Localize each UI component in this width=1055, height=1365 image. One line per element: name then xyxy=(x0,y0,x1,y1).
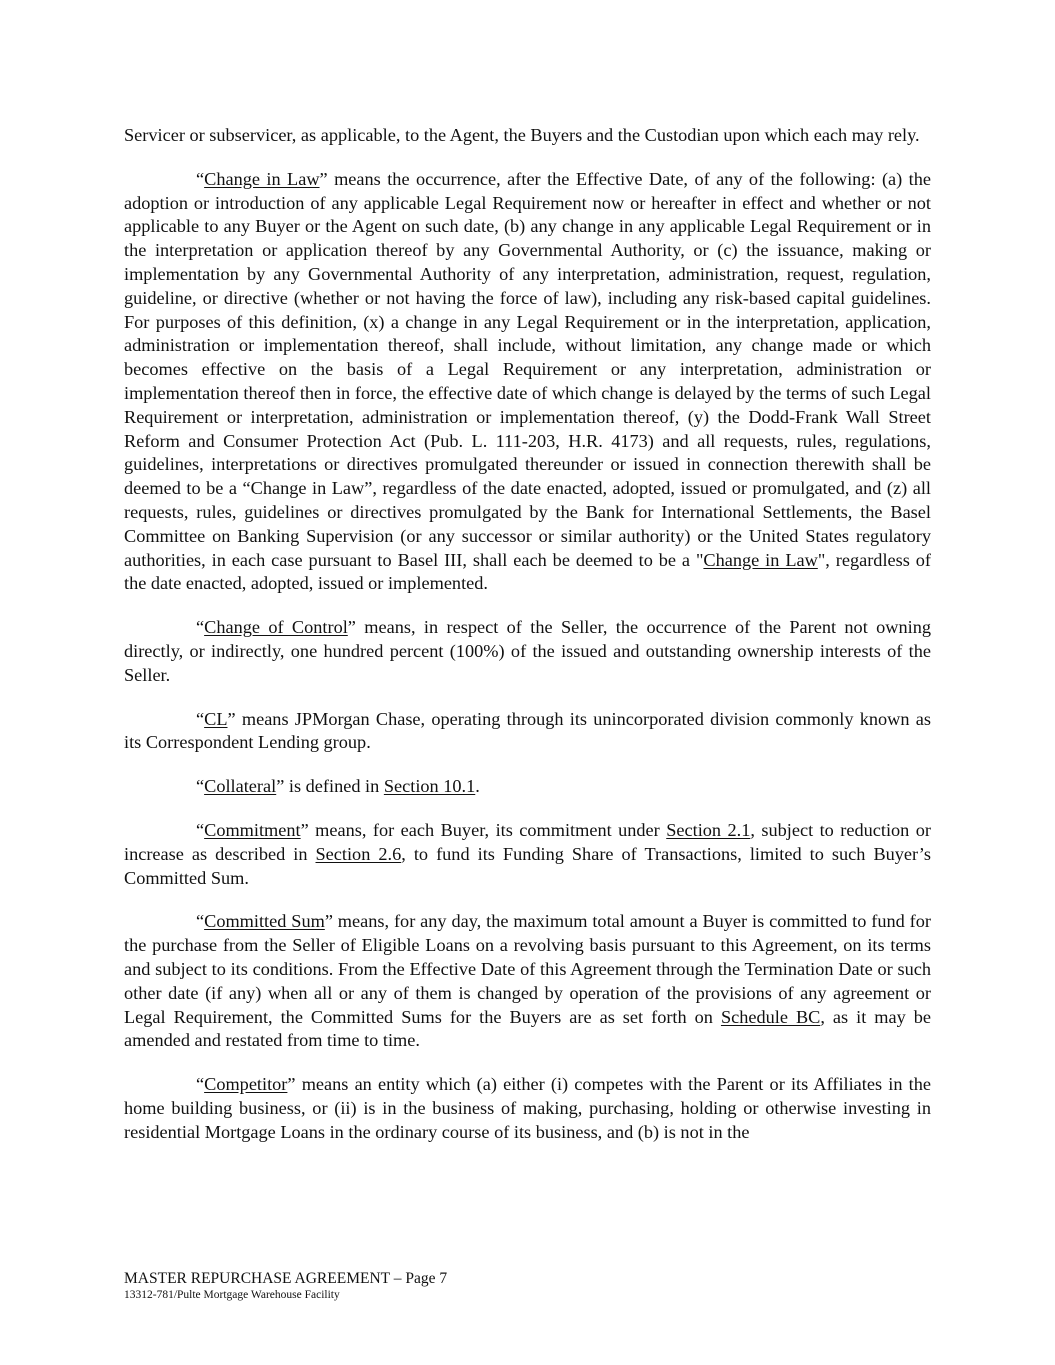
text-segment: “ xyxy=(196,168,205,189)
defined-term-collateral: Collateral xyxy=(204,776,277,797)
definition-change-in-law xyxy=(124,168,931,596)
defined-term-commitment: Commitment xyxy=(204,819,301,840)
text-segment: ” means, for each Buyer, its commitment under xyxy=(300,819,667,840)
text-segment: ” means the occurrence, after the Effective Date, of any of the following: (a) the adoption or introduction of any applicable Legal Requirement now or hereafter in effect and whether or not applicable to any Buyer or the Agent on such date, (b) any change in any applicable Legal Requirement or in the interpretation or application thereof by any Governmental Authority, or (c) the issuance, making or implementation by any Governmental Authority of any interpretation, administration, request, regulation, guideline, or directive (whether or not having the force of law), including any risk-based capital guidelines. For purposes of this definition, (x) a change in any Legal Requirement or in the interpretation, application, administration or implementation thereof, shall include, without limitation, any change made or which becomes effective on the basis of a Legal Requirement or any interpretation, administration or implementation thereof then in force, the effective date of which change is delayed by the terms of such Legal Requirement or interpretation, administration or implementation thereof, (y) the Dodd-Frank Wall Street Reform and Consumer Protection Act (Pub. L. 111-203, H.R. 4173) and all requests, rules, regulations, guidelines, interpretations or directives promulgated thereunder or issued in connection therewith shall be deemed to be a “Change in Law”, regardless of the date enacted, adopted, issued or promulgated, and (z) all requests, rules, guidelines or directives promulgated by the Bank for International Settlements, the Basel Committee on Banking Supervision (or any successor or similar authority) or the United States regulatory authorities, in each case pursuant to Basel III, shall each be deemed to be a " xyxy=(124,168,932,570)
definition-committed-sum xyxy=(124,910,931,1053)
paragraph-servicer-continuation xyxy=(124,124,931,148)
text-segment: , to fund its Funding Share of Transactions, limited to such Buyer’s Committed Sum. xyxy=(124,843,931,888)
definition-collateral xyxy=(124,775,931,799)
schedule-reference-bc: Schedule BC xyxy=(720,1006,821,1027)
text-segment: “ xyxy=(196,1074,205,1095)
text-segment: ” means JPMorgan Chase, operating through its unincorporated division commonly known as its Correspondent Lending group. xyxy=(124,708,931,753)
definition-change-of-control xyxy=(124,616,931,687)
document-body xyxy=(124,124,931,1164)
definition-competitor xyxy=(124,1073,931,1144)
text-segment: “ xyxy=(196,819,205,840)
section-reference-10-1: Section 10.1 xyxy=(383,776,476,797)
definition-cl xyxy=(124,708,931,756)
text-segment: “ xyxy=(196,776,205,797)
text-segment: , subject to reduction or increase as described in xyxy=(124,819,931,864)
defined-term-change-in-law-ref: Change in Law xyxy=(703,549,818,570)
text-segment: ” means, in respect of the Seller, the occurrence of the Parent not owning directly, or indirectly, one hundred percent (100%) of the issued and outstanding ownership interests of the Seller. xyxy=(124,617,931,685)
section-reference-2-6: Section 2.6 xyxy=(315,843,402,864)
text-segment: Servicer or subservicer, as applicable, to the Agent, the Buyers and the Custodian upon which each may rely. xyxy=(124,125,920,145)
definition-commitment xyxy=(124,819,931,890)
text-segment: ” means, for any day, the maximum total amount a Buyer is committed to fund for the purchase from the Seller of Eligible Loans on a revolving basis pursuant to this Agreement, on its terms and subject to its conditions. From the Effective Date of this Agreement through the Termination Date or such other date (if any) when all or any of them is changed by operation of the provisions of any agreement or Legal Requirement, the Committed Sums for the Buyers are as set forth on xyxy=(124,911,931,1027)
defined-term-competitor: Competitor xyxy=(204,1074,288,1095)
defined-term-cl: CL xyxy=(204,708,228,729)
text-segment: , as it may be amended and restated from time to time. xyxy=(124,1006,932,1051)
defined-term-committed-sum: Committed Sum xyxy=(204,911,325,932)
defined-term-change-of-control: Change of Control xyxy=(204,617,348,638)
text-segment: “ xyxy=(196,911,205,932)
text-segment: . xyxy=(475,776,480,797)
text-segment: ” means an entity which (a) either (i) competes with the Parent or its Affiliates in the home building business, or (ii) is in the business of making, purchasing, holding or otherwise investing in residential Mortgage Loans in the ordinary course of its business, and (b) is not in the xyxy=(124,1074,931,1142)
section-reference-2-1: Section 2.1 xyxy=(666,819,751,840)
defined-term-change-in-law: Change in Law xyxy=(204,168,320,189)
text-segment: ” is defined in xyxy=(276,776,384,797)
page-footer xyxy=(124,1269,931,1303)
text-segment: “ xyxy=(196,708,205,729)
footer-document-reference: 13312-781/Pulte Mortgage Warehouse Facility xyxy=(124,1289,340,1301)
text-segment: ", regardless of the date enacted, adopted, issued or implemented. xyxy=(124,549,932,594)
footer-title: MASTER REPURCHASE AGREEMENT – Page 7 xyxy=(124,1270,448,1287)
text-segment: “ xyxy=(196,617,205,638)
